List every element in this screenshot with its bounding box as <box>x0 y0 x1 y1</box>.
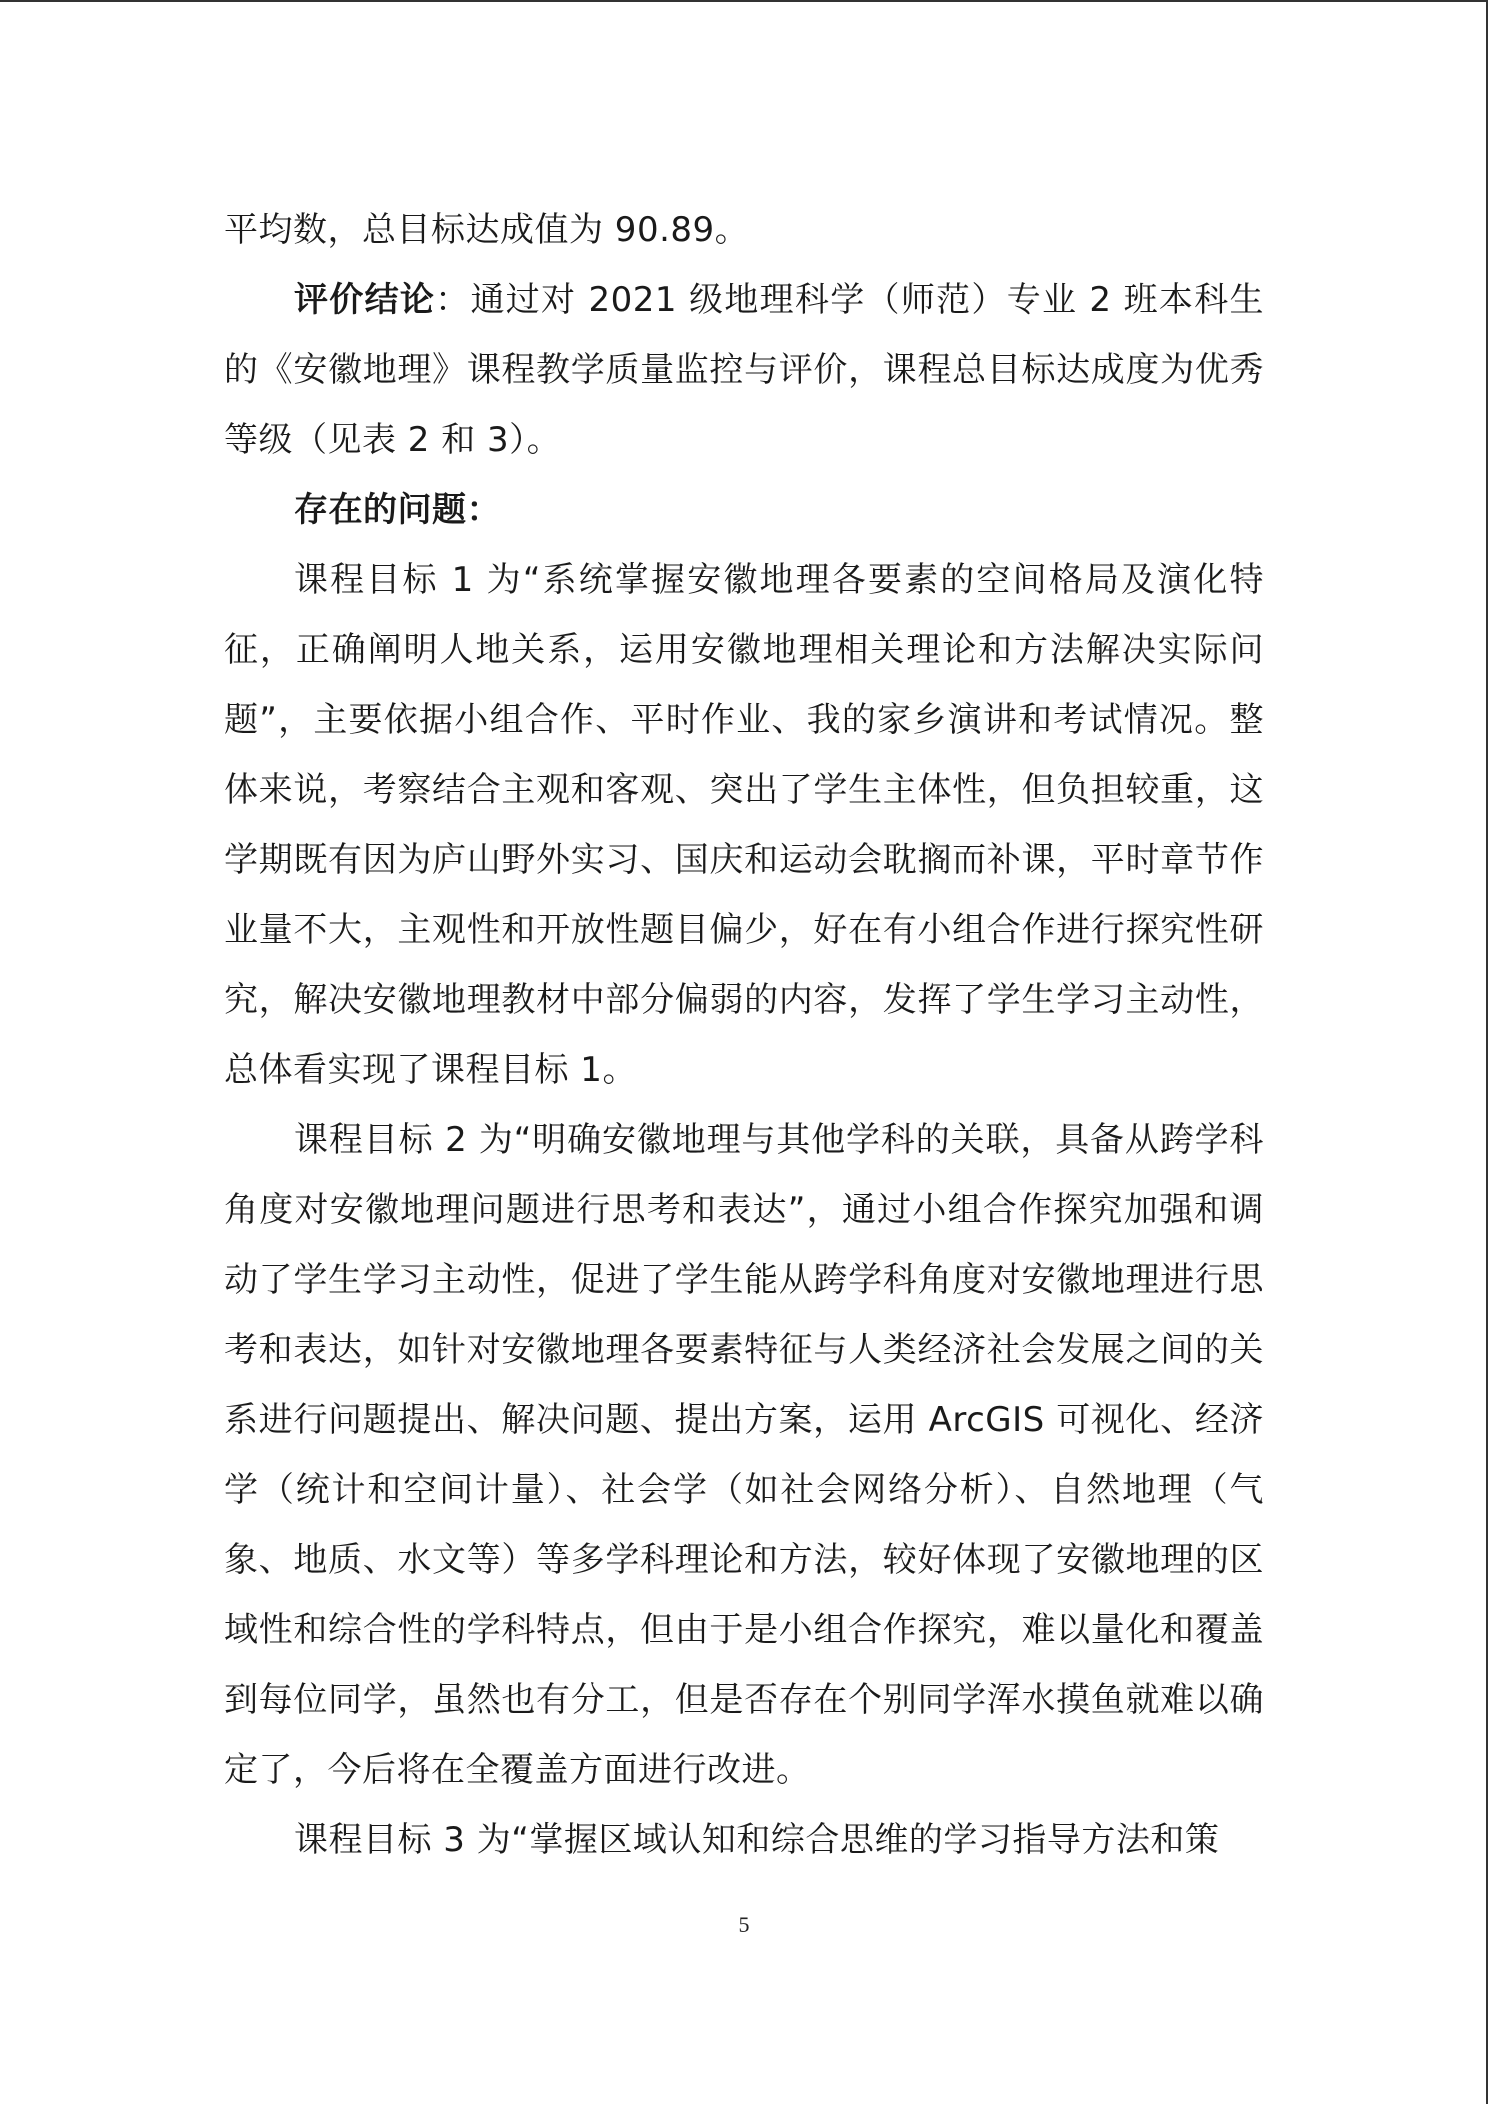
paragraph-lead-bold: 评价结论 <box>294 280 436 320</box>
paragraph-evaluation-conclusion <box>224 265 1264 475</box>
page-number: 5 <box>738 1912 750 1937</box>
paragraph-text: 课程目标 3 为“掌握区域认知和综合思维的学习指导方法和策 <box>294 1820 1220 1860</box>
paragraph-continuation <box>224 195 1264 265</box>
paragraph-text: ：通过对 2021 级地理科学（师范）专业 2 班本科生的《安徽地理》课程教学质量监控与评价，课程总目标达成度为优秀等级（见表 2 和 3）。 <box>224 280 1264 460</box>
document-body <box>224 195 1264 1875</box>
paragraph-course-goal-3 <box>224 1805 1264 1875</box>
paragraph-text: 课程目标 2 为“明确安徽地理与其他学科的关联，具备从跨学科角度对安徽地理问题进行思考和表达”，通过小组合作探究加强和调动了学生学习主动性，促进了学生能从跨学科角度对安徽地理进行思考和表达，如针对安徽地理各要素特征与人类经济社会发展之间的关系进行问题提出、解决问题、提出方案，运用 ArcGIS 可视化、经济学（统计和空间计量）、社会学（如社会网络分析）、自然地理（气象、地质、水文等）等多学科理论和方法，较好体现了安徽地理的区域性和综合性的学科特点，但由于是小组合作探究，难以量化和覆盖到每位同学，虽然也有分工，但是否存在个别同学浑水摸鱼就难以确定了，今后将在全覆盖方面进行改进。 <box>224 1120 1264 1790</box>
paragraph-course-goal-2 <box>224 1105 1264 1805</box>
paragraph-course-goal-1 <box>224 545 1264 1105</box>
paragraph-existing-problems-heading <box>224 475 1264 545</box>
paragraph-text: 平均数，总目标达成值为 90.89。 <box>224 210 750 250</box>
paragraph-text: 课程目标 1 为“系统掌握安徽地理各要素的空间格局及演化特征，正确阐明人地关系，运用安徽地理相关理论和方法解决实际问题”，主要依据小组合作、平时作业、我的家乡演讲和考试情况。整体来说，考察结合主观和客观、突出了学生主体性，但负担较重，这学期既有因为庐山野外实习、国庆和运动会耽搁而补课，平时章节作业量不大，主观性和开放性题目偏少，好在有小组合作进行探究性研究，解决安徽地理教材中部分偏弱的内容，发挥了学生学习主动性，总体看实现了课程目标 1。 <box>224 560 1264 1090</box>
section-heading: 存在的问题： <box>294 490 501 530</box>
